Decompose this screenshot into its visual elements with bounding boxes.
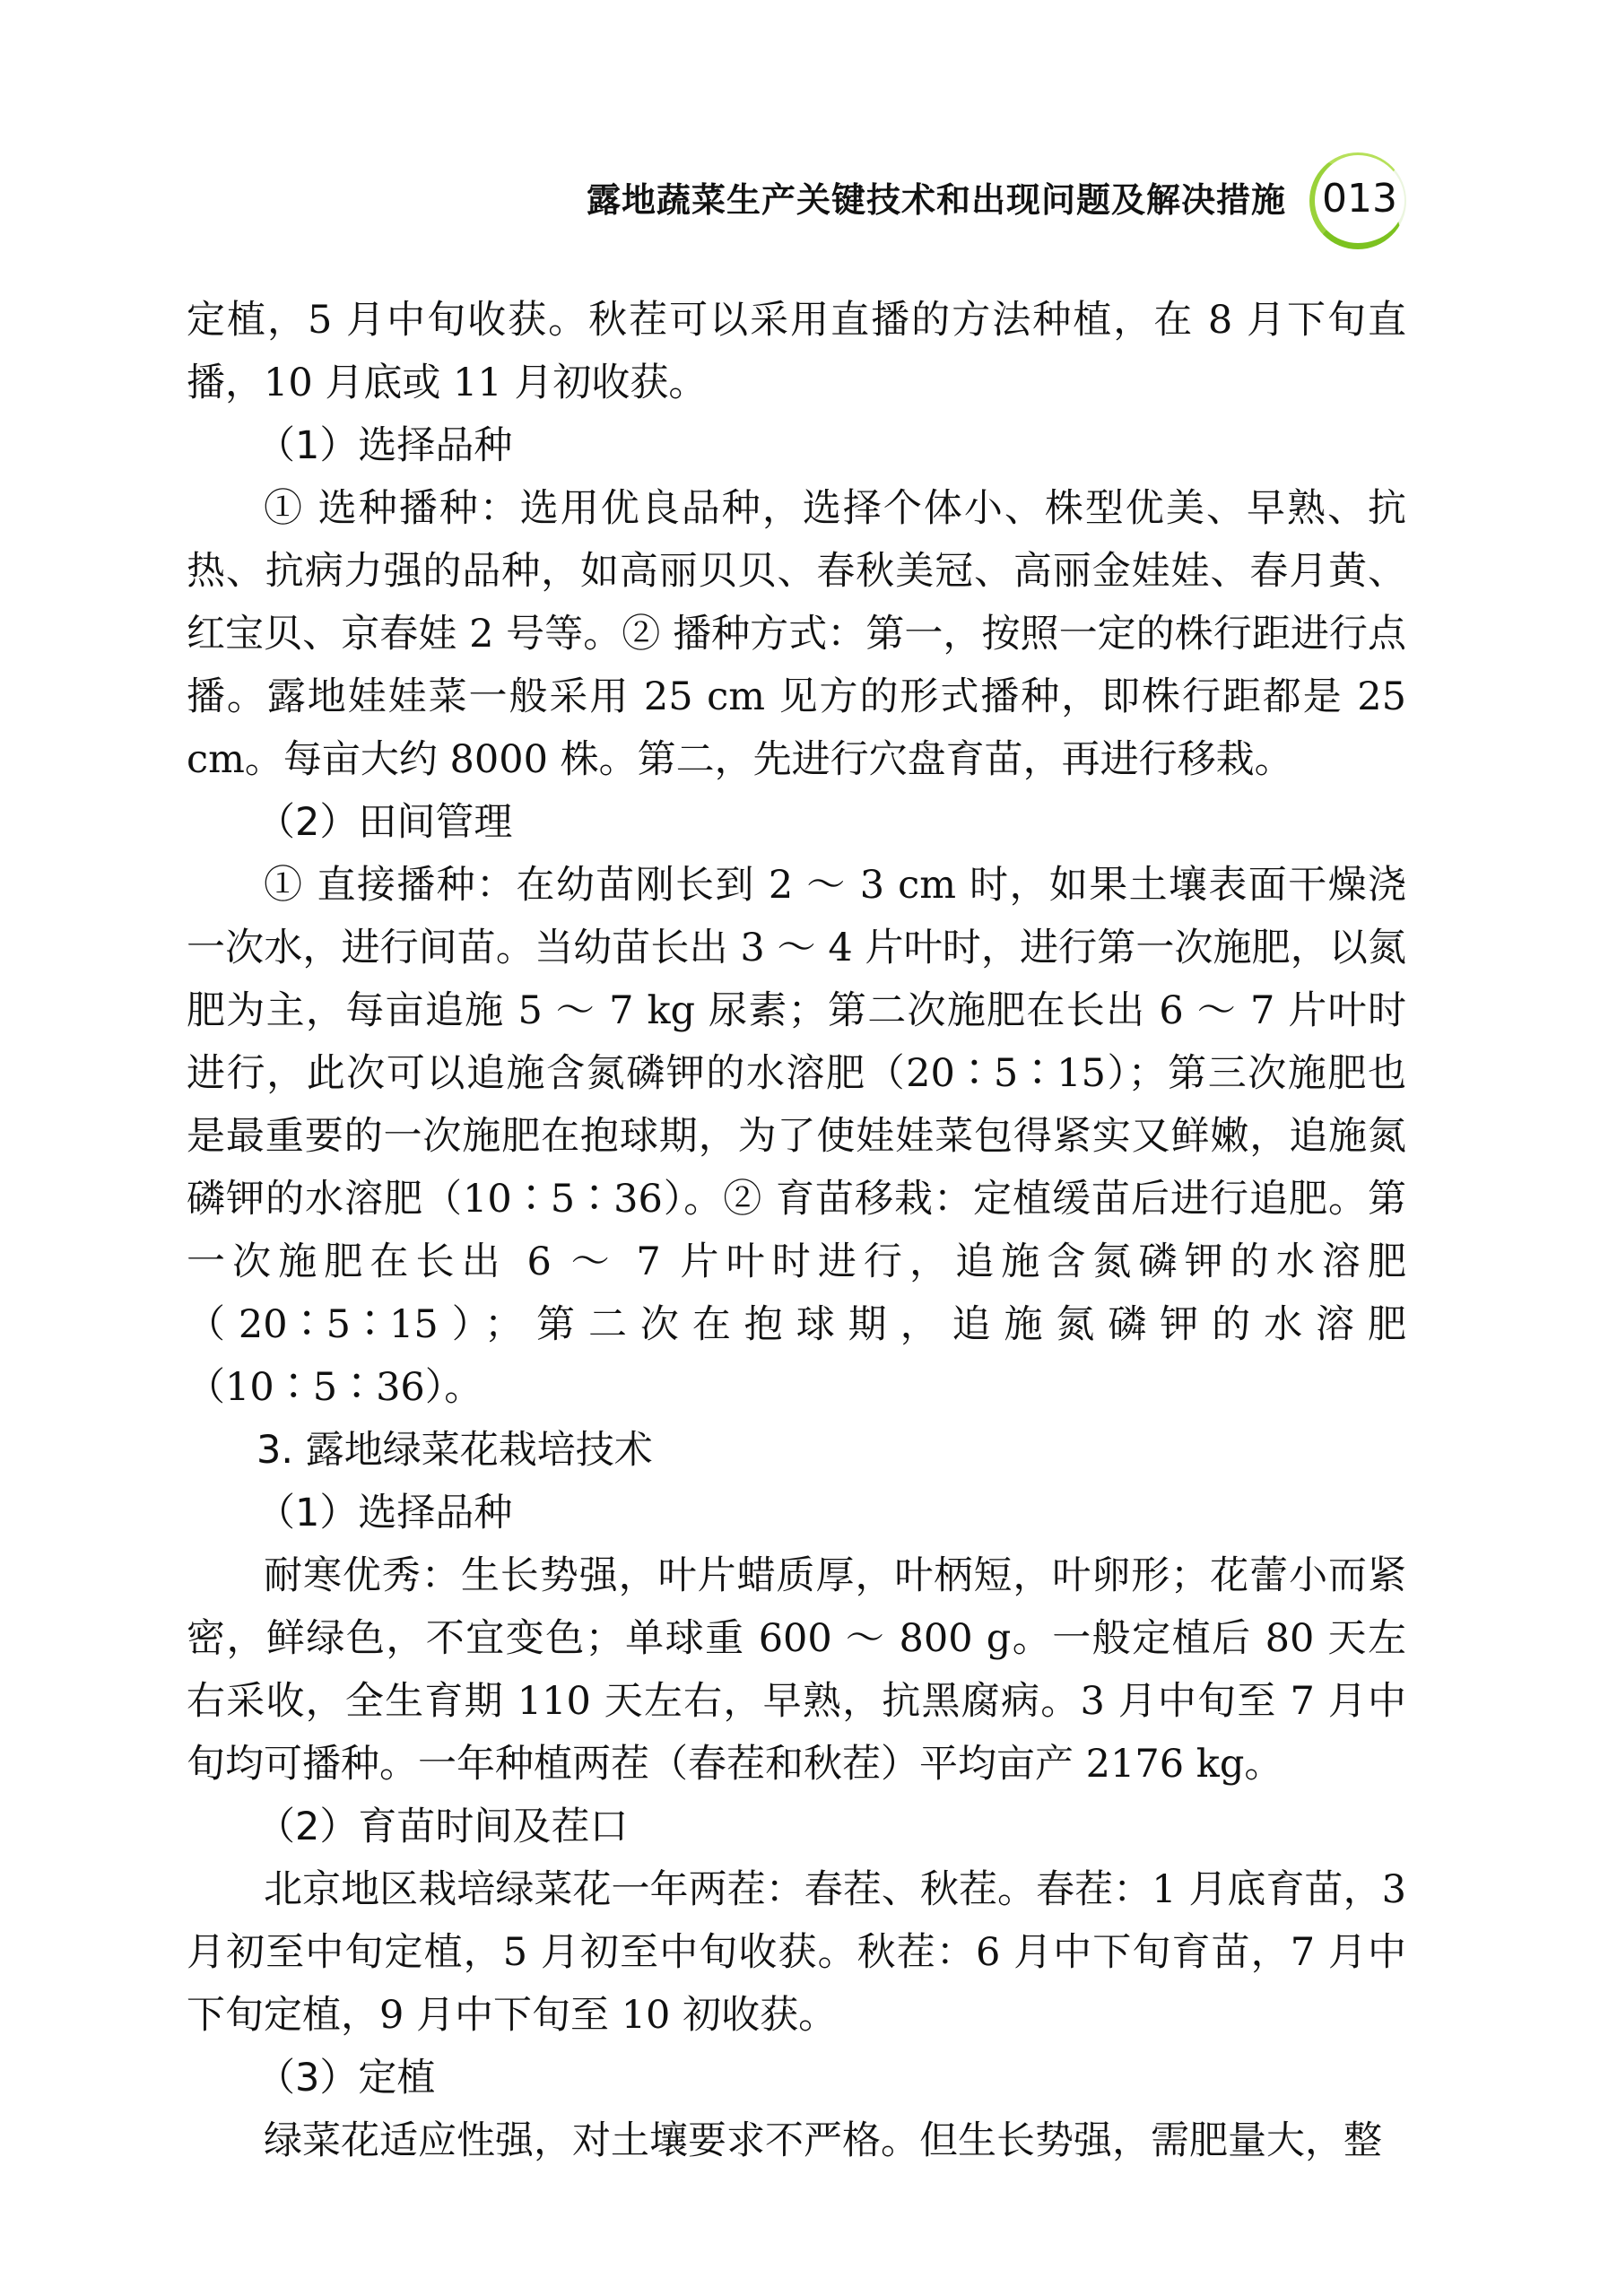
running-title: 露地蔬菜生产关键技术和出现问题及解决措施: [586, 180, 1286, 220]
section-heading: （2）田间管理: [257, 800, 513, 845]
section-heading: （3）定植: [257, 2056, 436, 2100]
paragraph: ① 选种播种：选用优良品种，选择个体小、株型优美、早熟、抗热、抗病力强的品种，如高丽贝贝、春秋美冠、高丽金娃娃、春月黄、红宝贝、京春娃 2 号等。② 播种方式：第一，按照一定的株行距进行点播。露地娃娃菜一般采用 25 cm 见方的形式播种，即株行距都是 25 cm。每亩大约 8000 株。第二，先进行穴盘育苗，再进行移栽。: [187, 486, 1406, 782]
section-heading: 3. 露地绿菜花栽培技术: [257, 1428, 653, 1473]
paragraph: 北京地区栽培绿菜花一年两茬：春茬、秋茬。春茬：1 月底育苗，3 月初至中旬定植，5 月初至中旬收获。秋茬：6 月中下旬育苗，7 月中下旬定植，9 月中下旬至 10 初收获。: [187, 1867, 1406, 2038]
section-heading: （1）选择品种: [257, 1491, 513, 1535]
section-heading: （2）育苗时间及茬口: [257, 1805, 629, 1849]
section-heading: （1）选择品种: [257, 423, 513, 468]
paragraph: ① 直接播种：在幼苗刚长到 2 ～ 3 cm 时，如果土壤表面干燥浇一次水，进行间苗。当幼苗长出 3 ～ 4 片叶时，进行第一次施肥，以氮肥为主，每亩追施 5 ～ 7 kg 尿素；第二次施肥在长出 6 ～ 7 片叶时进行，此次可以追施含氮磷钾的水溶肥（20∶5∶15）；第三次施肥也是最重要的一次施肥在抱球期，为了使娃娃菜包得紧实又鲜嫩，追施氮磷钾的水溶肥（10∶5∶36）。② 育苗移栽：定植缓苗后进行追肥。第一次施肥在长出 6 ～ 7 片叶时进行，追施含氮磷钾的水溶肥（20∶5∶15）；第二次在抱球期，追施氮磷钾的水溶肥（10∶5∶36）。: [187, 863, 1406, 1410]
body-text: [187, 289, 1406, 2172]
page-number: 013: [1322, 176, 1397, 222]
paragraph: 定植，5 月中旬收获。秋茬可以采用直播的方法种植，在 8 月下旬直播，10 月底或 11 月初收获。: [187, 298, 1406, 405]
paragraph: 绿菜花适应性强，对土壤要求不严格。但生长势强，需肥量大，整: [264, 2118, 1382, 2163]
paragraph: 耐寒优秀：生长势强，叶片蜡质厚，叶柄短，叶卵形；花蕾小而紧密，鲜绿色，不宜变色；单球重 600 ～ 800 g。一般定植后 80 天左右采收，全生育期 110 天左右，早熟，抗黑腐病。3 月中旬至 7 月中旬均可播种。一年种植两茬（春茬和秋茬）平均亩产 2176 kg。: [187, 1553, 1406, 1787]
